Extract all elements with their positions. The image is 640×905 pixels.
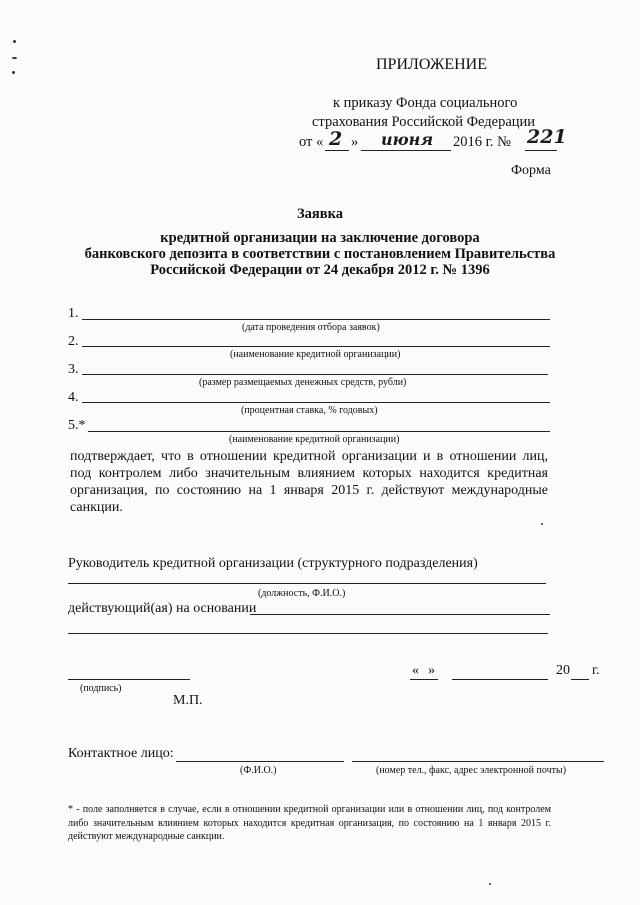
- scan-speck: [12, 71, 15, 74]
- signature-input-line[interactable]: [68, 679, 190, 680]
- date-prefix: от «: [299, 134, 324, 150]
- appendix-heading: ПРИЛОЖЕНИЕ: [376, 56, 488, 73]
- field-2-number: 2.: [68, 334, 79, 349]
- date-day-underline: [325, 150, 349, 151]
- field-4-number: 4.: [68, 390, 79, 405]
- head-of-organization-label: Руководитель кредитной организации (структурного подразделения): [68, 556, 478, 571]
- field-4-caption: (процентная ставка, % годовых): [241, 405, 378, 416]
- scan-speck: [13, 40, 16, 43]
- field-3-input-line[interactable]: [82, 374, 548, 375]
- document-subtitle-line2: банковского депозита в соответствии с постановлением Правительства: [84, 246, 556, 262]
- field-1-input-line[interactable]: [82, 319, 550, 320]
- order-reference-line1: к приказу Фонда социального: [333, 95, 518, 111]
- order-date-line: [299, 128, 579, 152]
- document-subtitle-line1: кредитной организации на заключение договора: [160, 230, 480, 246]
- field-5-caption: (наименование кредитной организации): [229, 434, 400, 445]
- date-day-open-quote: «: [412, 663, 419, 678]
- field-1-caption: (дата проведения отбора заявок): [242, 322, 380, 333]
- date-year-suffix: г.: [592, 663, 600, 678]
- field-1-number: 1.: [68, 306, 79, 321]
- position-name-caption: (должность, Ф.И.О.): [258, 588, 346, 599]
- document-title: Заявка: [297, 206, 343, 222]
- basis-continuation-line[interactable]: [68, 633, 548, 634]
- date-year: 2016 г. №: [453, 134, 512, 150]
- position-name-input-line[interactable]: [68, 583, 546, 584]
- stamp-place-label: М.П.: [173, 693, 203, 708]
- field-5-input-line[interactable]: [88, 431, 550, 432]
- order-number: 221: [527, 126, 567, 148]
- scan-speck: [12, 57, 17, 59]
- date-month-underline: [361, 150, 451, 151]
- contact-name-caption: (Ф.И.О.): [240, 765, 277, 776]
- field-5-number: 5.*: [68, 418, 86, 433]
- field-2-caption: (наименование кредитной организации): [230, 349, 401, 360]
- contact-details-caption: (номер тел., факс, адрес электронной почты): [376, 765, 567, 776]
- basis-label: действующий(ая) на основании: [68, 601, 257, 616]
- scan-speck: [489, 883, 491, 885]
- signature-caption: (подпись): [80, 683, 122, 694]
- date-day-close-quote: »: [428, 663, 435, 678]
- scan-speck: [541, 523, 543, 525]
- date-day: 2: [329, 128, 343, 150]
- date-day-input-line[interactable]: [410, 679, 438, 680]
- document-subtitle-line3: Российской Федерации от 24 декабря 2012 г. № 1396: [150, 262, 490, 278]
- field-3-number: 3.: [68, 362, 79, 377]
- sanctions-confirmation-text: подтверждает, что в отношении кредитной организации и в отношении лиц, под контролем либо значительным влиянием которых находится кредитная организация, по состоянию на 1 января 2015 г. действуют международные санкции.: [70, 449, 548, 515]
- basis-input-line[interactable]: [250, 614, 550, 615]
- sanctions-footnote: * - поле заполняется в случае, если в отношении кредитной организации или в отношении лиц, под контролем либо значительным влиянием которых находится кредитная организация, по состоянию на 1 января 2015 г. действуют международные санкции.: [68, 804, 551, 842]
- date-year-input-line[interactable]: [571, 679, 589, 680]
- field-2-input-line[interactable]: [82, 346, 550, 347]
- date-month: июня: [381, 130, 434, 149]
- date-year-prefix: 20: [556, 663, 570, 678]
- contact-details-input-line[interactable]: [352, 761, 604, 762]
- date-close: »: [351, 134, 359, 150]
- field-4-input-line[interactable]: [82, 402, 550, 403]
- order-reference-line2: страхования Российской Федерации: [312, 114, 536, 130]
- date-month-input-line[interactable]: [452, 679, 548, 680]
- field-3-caption: (размер размещаемых денежных средств, рубли): [199, 377, 407, 388]
- contact-person-label: Контактное лицо:: [68, 746, 174, 761]
- order-number-underline: [525, 150, 557, 151]
- form-label: Форма: [511, 163, 551, 178]
- contact-name-input-line[interactable]: [176, 761, 344, 762]
